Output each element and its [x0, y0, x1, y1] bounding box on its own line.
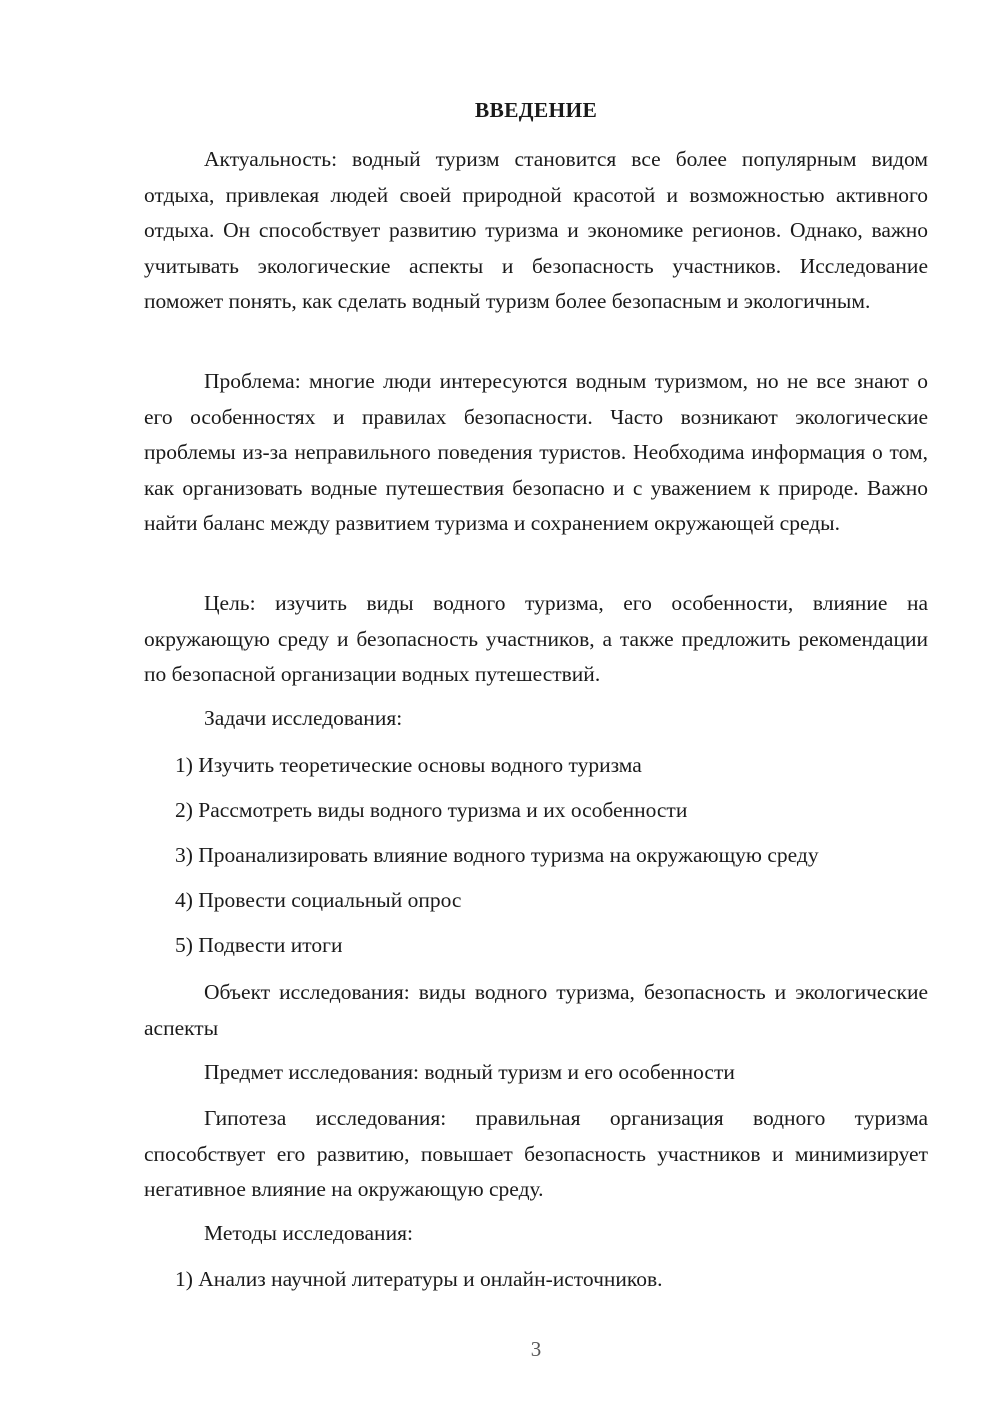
task-item: 4) Провести социальный опрос — [175, 888, 462, 912]
method-item: 1) Анализ научной литературы и онлайн-источников. — [175, 1267, 663, 1291]
object-paragraph: Объект исследования: виды водного туризма, безопасность и экологические аспекты — [144, 980, 928, 1040]
task-item: 5) Подвести итоги — [175, 933, 343, 957]
section-title: ВВЕДЕНИЕ — [474, 98, 598, 122]
document-page — [144, 0, 928, 1414]
problem-paragraph: Проблема: многие люди интересуются водным туризмом, но не все знают о его особенностях и правилах безопасности. Часто возникают экологические проблемы из-за неправильного поведения туристов. Необходима информация о том, как организовать водные путешествия безопасно и с уважением к природе. Важно найти баланс между развитием туризма и сохранением окружающей среды. — [144, 369, 928, 535]
task-item: 1) Изучить теоретические основы водного туризма — [175, 753, 642, 777]
tasks-heading: Задачи исследования: — [204, 706, 403, 730]
page-number: 3 — [530, 1337, 542, 1361]
subject-paragraph: Предмет исследования: водный туризм и его особенности — [204, 1060, 735, 1084]
hypothesis-paragraph: Гипотеза исследования: правильная организация водного туризма способствует его развитию, повышает безопасность участников и минимизирует негативное влияние на окружающую среду. — [144, 1106, 928, 1201]
task-item: 2) Рассмотреть виды водного туризма и их особенности — [175, 798, 688, 822]
methods-heading: Методы исследования: — [204, 1221, 413, 1245]
task-item: 3) Проанализировать влияние водного туризма на окружающую среду — [175, 843, 819, 867]
goal-paragraph: Цель: изучить виды водного туризма, его особенности, влияние на окружающую среду и безопасность участников, а также предложить рекомендации по безопасной организации водных путешествий. — [144, 591, 928, 686]
relevance-paragraph: Актуальность: водный туризм становится все более популярным видом отдыха, привлекая людей своей природной красотой и возможностью активного отдыха. Он способствует развитию туризма и экономике регионов. Однако, важно учитывать экологические аспекты и безопасность участников. Исследование поможет понять, как сделать водный туризм более безопасным и экологичным. — [144, 147, 928, 313]
